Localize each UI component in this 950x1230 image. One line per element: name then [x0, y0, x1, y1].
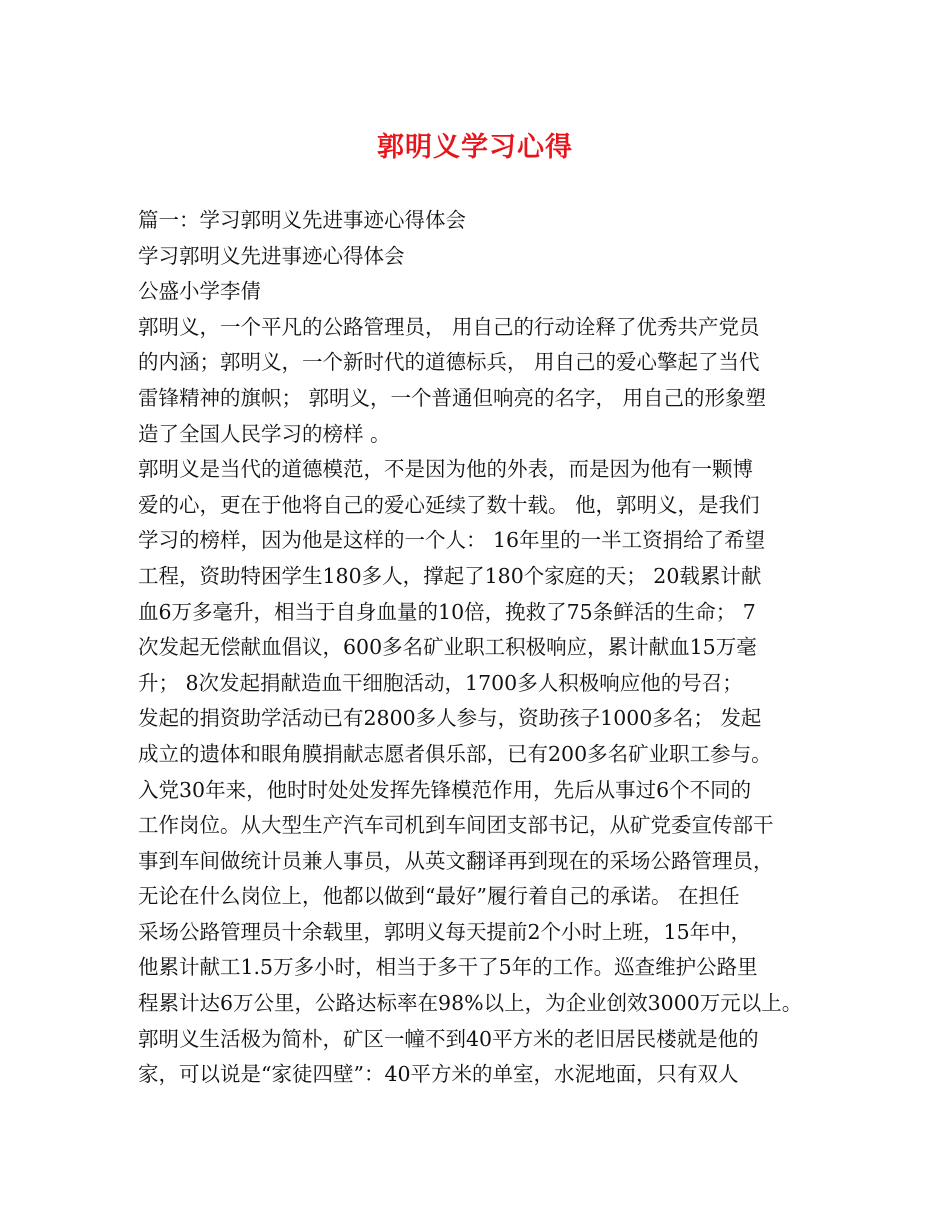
- text-line: 家，可以说是“家徒四壁”：40平方米的单室，水泥地面，只有双人: [138, 1062, 739, 1087]
- text-line: 无论在什么岗位上，他都以做到“最好”履行着自己的承诺。 在担任: [138, 884, 740, 909]
- text-line: 入党30年来，他时时处处发挥先锋模范作用，先后从事过6个不同的: [138, 777, 752, 802]
- text-line: 学习的榜样，因为他是这样的一个人： 16年里的一半工资捐给了希望: [138, 528, 766, 553]
- text-line: 的内涵；郭明义，一个新时代的道德标兵， 用自己的爱心擎起了当代: [138, 350, 760, 375]
- document-title: 郭明义学习心得: [377, 132, 573, 163]
- text-line: 升； 8次发起捐献造血干细胞活动，1700多人积极响应他的号召；: [138, 670, 743, 695]
- document-body: [138, 203, 838, 1093]
- text-line: 造了全国人民学习的榜样 。: [138, 421, 391, 446]
- text-line: 雷锋精神的旗帜； 郭明义，一个普通但响亮的名字， 用自己的形象塑: [138, 385, 767, 410]
- text-line: 程累计达6万公里，公路达标率在98%以上，为企业创效3000万元以上。: [138, 991, 803, 1016]
- text-line: 工程，资助特困学生180多人，撑起了180个家庭的天； 20载累计献: [138, 563, 762, 588]
- text-line: 事到车间做统计员兼人事员，从英文翻译再到现在的采场公路管理员，: [138, 848, 774, 873]
- text-line: 次发起无偿献血倡议，600多名矿业职工积极响应，累计献血15万毫: [138, 635, 757, 660]
- text-line: 发起的捐资助学活动已有2800多人参与，资助孩子1000多名； 发起: [138, 706, 762, 731]
- text-line: 采场公路管理员十余载里，郭明义每天提前2个小时上班，15年中，: [138, 919, 752, 944]
- text-line: 他累计献工1.5万多小时，相当于多干了5年的工作。巡查维护公路里: [138, 955, 758, 980]
- text-line: 工作岗位。从大型生产汽车司机到车间团支部书记，从矿党委宣传部干: [138, 813, 774, 838]
- text-line: 学习郭明义先进事迹心得体会: [138, 243, 405, 268]
- text-line: 郭明义生活极为简朴，矿区一幢不到40平方米的老旧居民楼就是他的: [138, 1026, 759, 1051]
- text-line: 爱的心，更在于他将自己的爱心延续了数十载。 他，郭明义，是我们: [138, 492, 760, 517]
- text-line: 篇一：学习郭明义先进事迹心得体会: [138, 208, 466, 232]
- text-line: 郭明义，一个平凡的公路管理员， 用自己的行动诠释了优秀共产党员: [138, 314, 760, 339]
- text-line: 血6万多毫升，相当于自身血量的10倍，挽救了75条鲜活的生命； 7: [138, 599, 756, 624]
- text-line: 郭明义是当代的道德模范，不是因为他的外表，而是因为他有一颗博: [138, 457, 753, 482]
- text-line: 公盛小学李倩: [138, 279, 261, 304]
- text-line: 成立的遗体和眼角膜捐献志愿者俱乐部，已有200多名矿业职工参与。: [138, 741, 772, 766]
